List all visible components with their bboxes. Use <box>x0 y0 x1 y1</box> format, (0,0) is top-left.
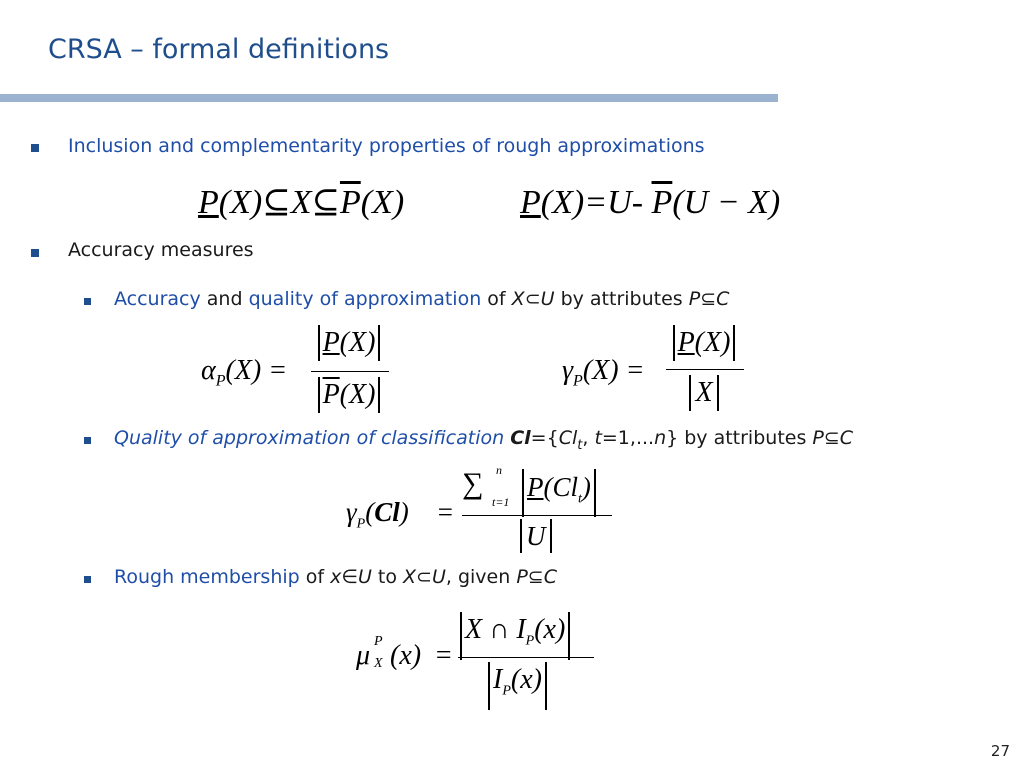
formula-compl-upper-p: $\overline{P}$ <box>651 184 673 221</box>
page-number: 27 <box>990 742 1010 760</box>
var-cl: Cl <box>558 427 578 449</box>
alpha-num-lower-p: P <box>322 327 340 358</box>
formula-rough-membership: μ P X (x) = X ∩ $I_P(x)$ $I_P(x)$ <box>354 608 600 704</box>
formula-accuracy-alpha <box>197 325 392 421</box>
class-num-lower-p: P <box>527 472 544 502</box>
mu-den-i: I <box>493 664 503 695</box>
var-c: C <box>716 288 730 310</box>
alpha-sub-p: P <box>215 372 226 390</box>
sum-lower-limit: t=1 <box>492 495 510 509</box>
mu-den-x: x <box>520 664 533 695</box>
term-quality-of-classification: Quality of approximation of classification <box>114 427 505 449</box>
title-underline-rule <box>0 94 778 102</box>
mu-arg-x: x <box>399 640 412 671</box>
text-of: of <box>299 566 331 588</box>
mu-equals: = <box>434 640 453 671</box>
formula-complementarity <box>520 182 800 224</box>
gamma-fraction-bar <box>666 369 744 370</box>
symbol-subseteq: ⊆ <box>700 288 717 310</box>
alpha-arg: (X) = <box>225 355 288 386</box>
var-x: X <box>403 566 417 588</box>
sum-upper-limit: n <box>496 463 502 477</box>
mu-num-x-cap-i: X ∩ I <box>465 614 526 645</box>
mu-fraction-bar <box>458 657 594 658</box>
symbol-subset: ⊂ <box>416 566 432 588</box>
var-p: P <box>516 566 528 588</box>
mu-num-x: x <box>543 614 556 645</box>
symbol-subseteq: ⊆ <box>527 566 544 588</box>
text-range: =1,... <box>601 427 655 449</box>
var-u: U <box>357 566 372 588</box>
bullet-square-icon <box>31 144 39 152</box>
var-p: P <box>688 288 701 310</box>
sum-symbol: ∑ <box>462 467 484 500</box>
mu-den-sub-p: P <box>502 683 511 699</box>
formula-inclusion-x2: (X) <box>360 184 405 221</box>
gamma-cl-equals: = <box>436 497 455 527</box>
var-c: C <box>543 566 557 588</box>
formula-inclusion-x1: (X) <box>218 184 263 221</box>
sub-bullet-square-icon <box>84 576 91 583</box>
var-cl-sub-t: t <box>577 437 583 453</box>
symbol-subset: ⊂ <box>524 288 541 310</box>
gamma-symbol: γ <box>562 355 574 386</box>
formula-inclusion-upper-p: $\overline{P}$ <box>339 184 361 221</box>
var-t: t <box>594 427 602 449</box>
var-p: P <box>812 427 824 449</box>
var-x: X <box>511 288 525 310</box>
alpha-den-x: (X) <box>339 379 376 410</box>
alpha-num-x: (X) <box>339 327 376 358</box>
formula-inclusion <box>198 182 416 224</box>
term-quality-of-approximation: quality of approximation <box>248 288 482 310</box>
bullet-inclusion-text: Inclusion and complementarity properties of rough approximations <box>68 135 705 157</box>
sub-bullet-accuracy-text <box>114 288 729 310</box>
gamma-cl-arg: Cl <box>374 497 400 527</box>
text-equals-brace: ={ <box>530 427 559 449</box>
text-of: of <box>481 288 512 310</box>
term-accuracy: Accuracy <box>114 288 201 310</box>
formula-inclusion-subset: ⊆X⊆ <box>262 184 340 221</box>
text-comma: , <box>582 427 595 449</box>
symbol-element-of: ∈ <box>341 566 358 588</box>
alpha-fraction-bar <box>311 371 389 372</box>
bullet-accuracy-measures-text: Accuracy measures <box>68 239 254 261</box>
class-den-u: U <box>526 521 546 551</box>
var-n: n <box>654 427 667 449</box>
mu-sup-p: P <box>374 634 383 649</box>
var-u: U <box>540 288 555 310</box>
class-num-sub-t: t <box>578 491 582 507</box>
text-and: and <box>200 288 249 310</box>
formula-compl-u: =U- <box>584 184 652 221</box>
bullet-square-icon <box>31 249 39 257</box>
gamma-arg: (X) = <box>582 355 645 386</box>
text-by-attributes: by attributes <box>554 288 689 310</box>
text-by-attributes: } by attributes <box>666 427 813 449</box>
gamma-num-lower-p: P <box>677 327 695 358</box>
var-x-lower: x <box>330 566 342 588</box>
mu-num-sub-p: P <box>525 633 535 649</box>
gamma-cl-symbol: γ <box>346 497 357 527</box>
sub-bullet-square-icon <box>84 298 91 305</box>
gamma-num-x: (X) <box>694 327 731 358</box>
var-u: U <box>431 566 446 588</box>
var-cl-bold: Cl <box>510 427 531 449</box>
alpha-symbol: α <box>201 355 216 386</box>
text-to: to <box>371 566 404 588</box>
formula-compl-ux: (U − X) <box>672 184 781 221</box>
formula-quality-gamma <box>560 325 746 417</box>
sub-bullet-rough-membership-text <box>114 566 557 588</box>
slide-title-bar <box>0 0 1024 88</box>
formula-compl-lower-p: P <box>520 184 541 221</box>
term-rough-membership: Rough membership <box>114 566 300 588</box>
formula-inclusion-lower-p: P <box>198 184 219 221</box>
gamma-cl-sub-p: P <box>356 516 366 532</box>
gamma-sub-p: P <box>573 372 583 390</box>
mu-symbol: μ <box>356 640 371 671</box>
var-c: C <box>839 427 854 449</box>
class-num-cl: Cl <box>552 472 579 502</box>
mu-sub-x: X <box>374 656 383 671</box>
formula-quality-classification: $\gamma_P(Cl)$ = ∑ n t=1 $P(Cl_t)$ U <box>344 465 616 557</box>
text-given: , given <box>445 566 517 588</box>
gamma-den-x: X <box>695 377 713 408</box>
symbol-subseteq: ⊆ <box>823 427 840 449</box>
formula-compl-x: (X) <box>540 184 585 221</box>
sub-bullet-square-icon <box>84 437 91 444</box>
class-fraction-bar <box>462 515 612 516</box>
alpha-den-upper-p: $\overline{P}$ <box>322 379 340 410</box>
slide-title: CRSA – formal definitions <box>48 34 390 65</box>
sub-bullet-classification-text <box>114 427 853 453</box>
